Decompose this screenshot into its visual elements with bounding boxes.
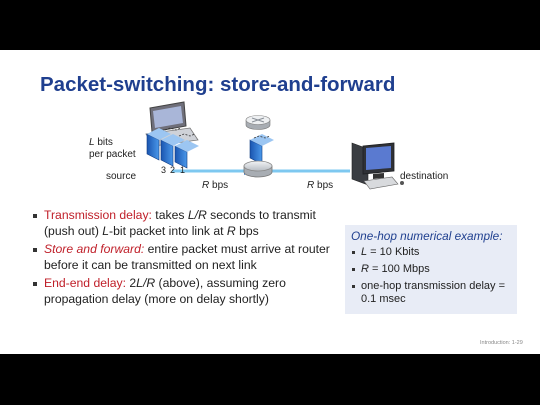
link-rate-label: R bps xyxy=(307,180,334,191)
example-item: one-hop transmission delay = 0.1 msec xyxy=(351,280,511,306)
bullet-list xyxy=(32,208,342,310)
example-box xyxy=(345,225,517,314)
lbits-label: L bits xyxy=(89,137,113,148)
bullet-store-and-forward: Store and forward: entire packet must arrive at router before it can be transmitted on next link xyxy=(32,242,342,273)
example-item: R = 100 Mbps xyxy=(351,263,511,276)
packet-in-transit xyxy=(250,134,274,164)
per-packet-label: per packet xyxy=(89,149,136,160)
link-rate-label: R bps xyxy=(202,180,229,191)
example-item: L = 10 Kbits xyxy=(351,246,511,259)
slide-title: Packet-switching: store-and-forward xyxy=(40,73,396,96)
packet-number-1: 1 xyxy=(180,165,186,175)
example-title: One-hop numerical example: xyxy=(351,229,503,243)
packet-number-3: 3 xyxy=(161,165,167,175)
packet-number-2: 2 xyxy=(170,165,176,175)
bullet-end-end-delay: End-end delay: 2L/R (above), assuming zero propagation delay (more on delay shortly) xyxy=(32,276,342,307)
slide xyxy=(0,50,540,354)
bullet-transmission-delay: Transmission delay: takes L/R seconds to transmit (push out) L-bit packet into link at R bps xyxy=(32,208,342,239)
source-label: source xyxy=(106,171,137,182)
destination-label: destination xyxy=(400,171,449,182)
desktop-computer-icon xyxy=(352,143,404,189)
slide-footer: Introduction: 1-29 xyxy=(480,340,523,346)
